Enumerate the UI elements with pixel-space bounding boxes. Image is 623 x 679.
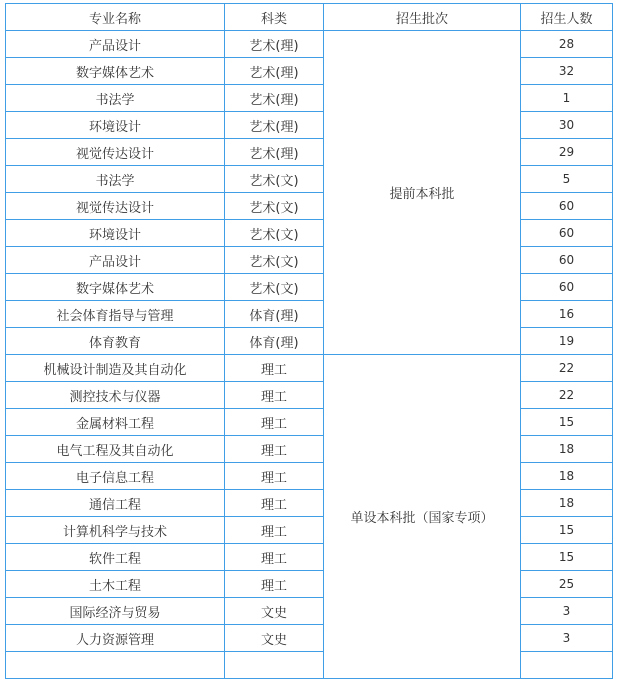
category-cell: 理工 xyxy=(225,490,324,517)
count-cell: 15 xyxy=(521,544,613,571)
header-row xyxy=(6,4,613,31)
category-cell: 艺术(理) xyxy=(225,139,324,166)
table-row xyxy=(6,409,613,436)
count-cell: 22 xyxy=(521,355,613,382)
major-cell: 产品设计 xyxy=(6,247,225,274)
category-cell xyxy=(225,652,324,679)
major-cell: 书法学 xyxy=(6,166,225,193)
major-cell: 土木工程 xyxy=(6,571,225,598)
category-cell: 艺术(文) xyxy=(225,247,324,274)
count-cell: 60 xyxy=(521,193,613,220)
count-cell: 22 xyxy=(521,382,613,409)
count-cell: 28 xyxy=(521,31,613,58)
major-cell: 环境设计 xyxy=(6,220,225,247)
major-cell: 计算机科学与技术 xyxy=(6,517,225,544)
count-cell: 29 xyxy=(521,139,613,166)
table-row xyxy=(6,274,613,301)
count-cell: 1 xyxy=(521,85,613,112)
table-row xyxy=(6,193,613,220)
category-cell: 体育(理) xyxy=(225,328,324,355)
major-cell: 电气工程及其自动化 xyxy=(6,436,225,463)
table-row xyxy=(6,166,613,193)
table-row xyxy=(6,571,613,598)
table-row xyxy=(6,301,613,328)
table-row xyxy=(6,139,613,166)
count-cell xyxy=(521,652,613,679)
count-cell: 15 xyxy=(521,409,613,436)
category-cell: 艺术(理) xyxy=(225,112,324,139)
count-cell: 30 xyxy=(521,112,613,139)
table-row xyxy=(6,355,613,382)
enrollment-table xyxy=(5,3,613,679)
major-cell: 人力资源管理 xyxy=(6,625,225,652)
count-cell: 5 xyxy=(521,166,613,193)
category-cell: 理工 xyxy=(225,463,324,490)
count-cell: 60 xyxy=(521,274,613,301)
major-cell: 软件工程 xyxy=(6,544,225,571)
category-cell: 文史 xyxy=(225,625,324,652)
header-batch: 招生批次 xyxy=(324,4,521,31)
count-cell: 18 xyxy=(521,436,613,463)
table-row xyxy=(6,517,613,544)
major-cell xyxy=(6,652,225,679)
category-cell: 艺术(理) xyxy=(225,58,324,85)
table-row xyxy=(6,58,613,85)
category-cell: 理工 xyxy=(225,409,324,436)
major-cell: 电子信息工程 xyxy=(6,463,225,490)
table-row xyxy=(6,625,613,652)
major-cell: 国际经济与贸易 xyxy=(6,598,225,625)
major-cell: 体育教育 xyxy=(6,328,225,355)
table-body xyxy=(6,31,613,679)
count-cell: 3 xyxy=(521,598,613,625)
table-row xyxy=(6,382,613,409)
count-cell: 15 xyxy=(521,517,613,544)
category-cell: 艺术(理) xyxy=(225,31,324,58)
table-row xyxy=(6,598,613,625)
count-cell: 25 xyxy=(521,571,613,598)
count-cell: 19 xyxy=(521,328,613,355)
table-row xyxy=(6,463,613,490)
major-cell: 视觉传达设计 xyxy=(6,139,225,166)
table-row xyxy=(6,490,613,517)
category-cell: 艺术(文) xyxy=(225,274,324,301)
count-cell: 16 xyxy=(521,301,613,328)
table-row-cutoff xyxy=(6,652,613,679)
major-cell: 数字媒体艺术 xyxy=(6,58,225,85)
header-category: 科类 xyxy=(225,4,324,31)
category-cell: 理工 xyxy=(225,382,324,409)
category-cell: 理工 xyxy=(225,544,324,571)
category-cell: 艺术(文) xyxy=(225,220,324,247)
count-cell: 18 xyxy=(521,463,613,490)
count-cell: 18 xyxy=(521,490,613,517)
category-cell: 理工 xyxy=(225,571,324,598)
category-cell: 理工 xyxy=(225,355,324,382)
table-row xyxy=(6,112,613,139)
major-cell: 测控技术与仪器 xyxy=(6,382,225,409)
category-cell: 理工 xyxy=(225,517,324,544)
category-cell: 艺术(文) xyxy=(225,193,324,220)
major-cell: 通信工程 xyxy=(6,490,225,517)
major-cell: 书法学 xyxy=(6,85,225,112)
table-row xyxy=(6,247,613,274)
category-cell: 艺术(理) xyxy=(225,85,324,112)
major-cell: 数字媒体艺术 xyxy=(6,274,225,301)
count-cell: 3 xyxy=(521,625,613,652)
category-cell: 体育(理) xyxy=(225,301,324,328)
major-cell: 视觉传达设计 xyxy=(6,193,225,220)
major-cell: 社会体育指导与管理 xyxy=(6,301,225,328)
count-cell: 60 xyxy=(521,220,613,247)
header-major: 专业名称 xyxy=(6,4,225,31)
count-cell: 32 xyxy=(521,58,613,85)
table-row xyxy=(6,31,613,58)
header-count: 招生人数 xyxy=(521,4,613,31)
table-row xyxy=(6,544,613,571)
category-cell: 文史 xyxy=(225,598,324,625)
batch-cell: 单设本科批（国家专项） xyxy=(324,355,521,679)
category-cell: 理工 xyxy=(225,436,324,463)
table-row xyxy=(6,85,613,112)
major-cell: 产品设计 xyxy=(6,31,225,58)
table-row xyxy=(6,220,613,247)
category-cell: 艺术(文) xyxy=(225,166,324,193)
major-cell: 机械设计制造及其自动化 xyxy=(6,355,225,382)
major-cell: 金属材料工程 xyxy=(6,409,225,436)
batch-cell: 提前本科批 xyxy=(324,31,521,355)
table-row xyxy=(6,436,613,463)
table-row xyxy=(6,328,613,355)
count-cell: 60 xyxy=(521,247,613,274)
major-cell: 环境设计 xyxy=(6,112,225,139)
